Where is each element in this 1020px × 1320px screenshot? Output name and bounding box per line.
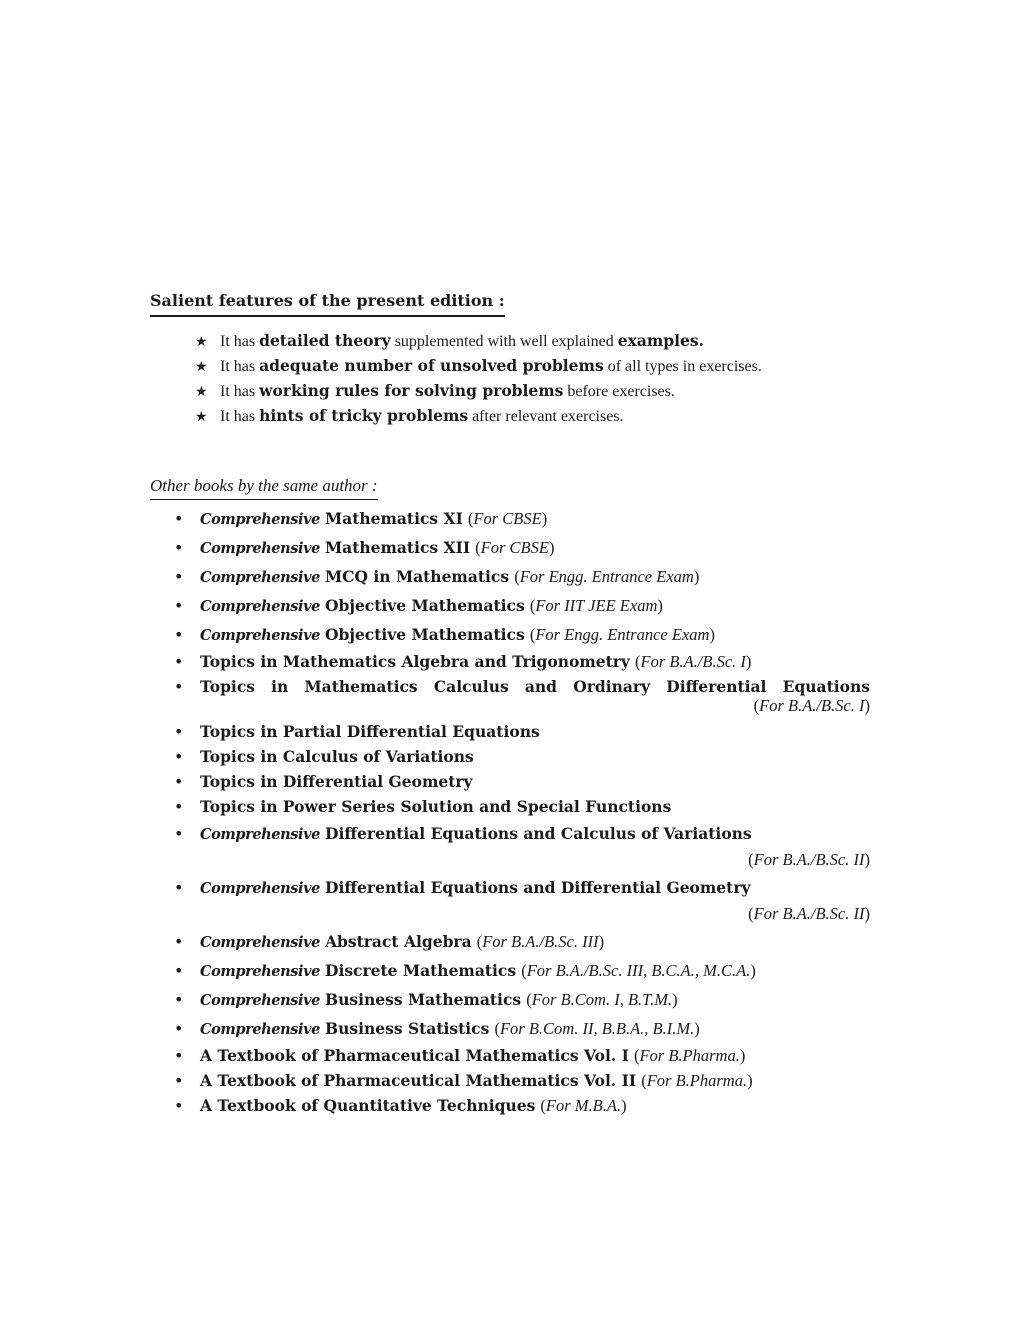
book-title: MCQ in Mathematics — [325, 567, 510, 586]
book-title: A Textbook of Pharmaceutical Mathematics Vol. II — [200, 1071, 637, 1090]
bullet-icon: • — [174, 932, 184, 951]
book-title: Mathematics XII — [325, 538, 471, 557]
book-audience: For M.B.A. — [545, 1096, 622, 1115]
bullet-icon: • — [174, 1019, 184, 1038]
bullet-icon: • — [174, 990, 184, 1009]
book-item: • Comprehensive Differential Equations and Calculus of Variations (For B.A./B.Sc. II) — [174, 824, 870, 869]
book-title: Business Statistics — [325, 1019, 490, 1038]
other-books-heading: Other books by the same author : — [150, 476, 378, 500]
series-brand: Comprehensive — [200, 569, 320, 586]
bullet-icon: • — [174, 596, 184, 615]
bullet-icon: • — [174, 1096, 184, 1115]
feature-item: ★ It has working rules for solving problems before exercises. — [195, 380, 762, 405]
book-audience: For B.Pharma. — [639, 1046, 740, 1065]
star-icon: ★ — [195, 360, 208, 375]
series-brand: Comprehensive — [200, 1021, 320, 1038]
book-item: • Comprehensive Differential Equations and Differential Geometry (For B.A./B.Sc. II) — [174, 878, 870, 923]
bullet-icon: • — [174, 824, 184, 843]
feature-item: ★ It has hints of tricky problems after relevant exercises. — [195, 405, 762, 430]
book-title: Mathematics XI — [325, 509, 463, 528]
book-audience: For B.A./B.Sc. III, B.C.A., M.C.A. — [526, 961, 751, 980]
bullet-icon: • — [174, 1046, 184, 1065]
series-brand: Comprehensive — [200, 540, 320, 557]
book-audience: For B.Com. I, B.T.M. — [531, 990, 673, 1009]
bullet-icon: • — [174, 1071, 184, 1090]
book-audience: For Engg. Entrance Exam — [535, 625, 710, 644]
book-audience: For CBSE — [473, 509, 542, 528]
star-icon: ★ — [195, 410, 208, 425]
bullet-icon: • — [174, 677, 184, 696]
bullet-icon: • — [174, 961, 184, 980]
book-item: • Topics in Mathematics Calculus and Ordinary Differential Equations (For B.A./B.Sc. I) — [174, 677, 870, 715]
bullet-icon: • — [174, 625, 184, 644]
book-audience: For B.A./B.Sc. I — [759, 696, 865, 715]
book-title: Topics in Partial Differential Equations — [200, 722, 540, 741]
bullet-icon: • — [174, 772, 184, 791]
series-brand: Comprehensive — [200, 598, 320, 615]
book-audience: For B.A./B.Sc. I — [640, 652, 746, 671]
series-brand: Comprehensive — [200, 992, 320, 1009]
book-audience: For B.A./B.Sc. II — [753, 850, 865, 869]
book-audience: For CBSE — [480, 538, 549, 557]
salient-features-heading: Salient features of the present edition : — [150, 291, 505, 317]
feature-item: ★ It has adequate number of unsolved problems of all types in exercises. — [195, 355, 762, 380]
book-title: A Textbook of Pharmaceutical Mathematics Vol. I — [200, 1046, 629, 1065]
book-audience: For B.A./B.Sc. II — [753, 904, 865, 923]
series-brand: Comprehensive — [200, 511, 320, 528]
book-title: Discrete Mathematics — [325, 961, 517, 980]
book-title: Abstract Algebra — [325, 932, 472, 951]
book-title: Differential Equations and Calculus of Variations — [325, 824, 752, 843]
book-audience: For IIT JEE Exam — [535, 596, 658, 615]
book-title: Objective Mathematics — [325, 625, 525, 644]
bullet-icon: • — [174, 747, 184, 766]
book-title: Topics in Power Series Solution and Special Functions — [200, 797, 672, 816]
bullet-icon: • — [174, 878, 184, 897]
book-title: Topics in Mathematics Algebra and Trigonometry — [200, 652, 630, 671]
star-icon: ★ — [195, 385, 208, 400]
book-title: Objective Mathematics — [325, 596, 525, 615]
series-brand: Comprehensive — [200, 880, 320, 897]
book-title: Business Mathematics — [325, 990, 522, 1009]
series-brand: Comprehensive — [200, 963, 320, 980]
book-title: Topics in Calculus of Variations — [200, 747, 474, 766]
bullet-icon: • — [174, 722, 184, 741]
book-title: A Textbook of Quantitative Techniques — [200, 1096, 536, 1115]
book-audience: For B.Pharma. — [646, 1071, 748, 1090]
book-title: Topics in Mathematics Calculus and Ordinary Differential Equations — [200, 677, 870, 696]
book-audience: For B.A./B.Sc. III — [482, 932, 599, 951]
book-audience: For Engg. Entrance Exam — [519, 567, 694, 586]
bullet-icon: • — [174, 567, 184, 586]
series-brand: Comprehensive — [200, 826, 320, 843]
book-audience: For B.Com. II, B.B.A., B.I.M. — [499, 1019, 695, 1038]
features-list — [195, 330, 762, 430]
book-title: Differential Equations and Differential Geometry — [325, 878, 751, 897]
book-title: Topics in Differential Geometry — [200, 772, 473, 791]
bullet-icon: • — [174, 797, 184, 816]
feature-item: ★ It has detailed theory supplemented with well explained examples. — [195, 330, 762, 355]
series-brand: Comprehensive — [200, 934, 320, 951]
bullet-icon: • — [174, 509, 184, 528]
bullet-icon: • — [174, 538, 184, 557]
bullet-icon: • — [174, 652, 184, 671]
star-icon: ★ — [195, 335, 208, 350]
series-brand: Comprehensive — [200, 627, 320, 644]
